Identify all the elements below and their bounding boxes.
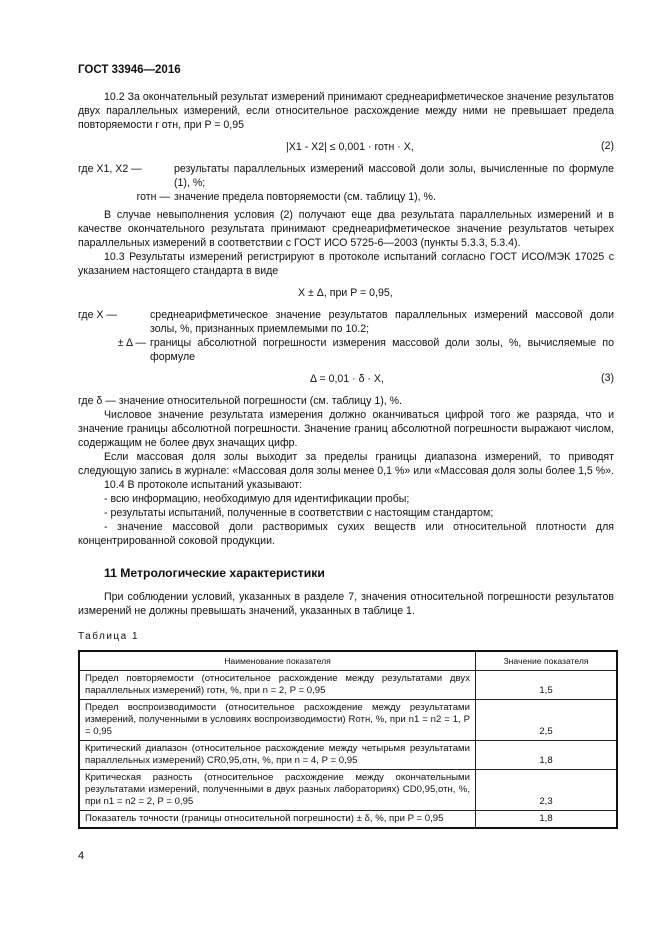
paragraph-10-3: 10.3 Результаты измерений регистрируют в протоколе испытаний согласно ГОСТ ИСО/МЭК 17025 с указанием настоящего стандарта в виде: [78, 251, 614, 277]
list-item: - результаты испытаний, полученные в соответствии с настоящим стандартом;: [104, 507, 494, 519]
indicator-value: 2,5: [476, 700, 618, 741]
definition-symbol: где X —: [78, 309, 118, 321]
document-header: ГОСТ 33946—2016: [78, 64, 181, 76]
definition-delta: где δ — значение относительной погрешности (см. таблицу 1), %.: [78, 395, 403, 407]
indicator-name: Критическая разность (относительное расхождение между окончательными результатами измерений, полученными в двух разных лабораториях) CD0,95,отн, %, при n1 = n2 = 2, P = 0,95: [79, 770, 476, 811]
table-row: [79, 770, 617, 811]
paragraph-10-2: 10.2 За окончательный результат измерений принимают среднеарифметическое значение результатов двух параллельных измерений, если относительное расхождение между ними не превышает предела повторяемости r отн, при P = 0,95: [78, 91, 614, 131]
definition-row: [78, 336, 614, 364]
formula-3: [78, 368, 614, 390]
indicator-value: 1,8: [476, 741, 618, 770]
formula-3-expression: Δ = 0,01 · δ · X,: [310, 373, 384, 385]
table-caption: Таблица 1: [78, 631, 140, 642]
definitions-2: [78, 308, 614, 364]
table-row: [79, 671, 617, 700]
indicator-name: Предел повторяемости (относительное расхождение между результатами двух параллельных измерений) rотн, %, при n = 2, P = 0,95: [79, 671, 476, 700]
section-heading-11: 11 Метрологические характеристики: [104, 566, 325, 580]
definition-symbol: где X1, X2 —: [78, 163, 142, 175]
column-header-value: Значение показателя: [476, 651, 618, 671]
indicator-value: 1,5: [476, 671, 618, 700]
paragraph-10-4: 10.4 В протоколе испытаний указывают:: [104, 479, 303, 491]
document-body: [78, 90, 614, 829]
definition-text: результаты параллельных измерений массовой доли золы, вычисленные по формуле (1), %;: [174, 163, 614, 189]
metrology-table: [78, 650, 618, 829]
indicator-name: Критический диапазон (относительное расхождение между четырьмя результатами параллельных измерений) CR0,95,отн, %, при n = 4, P = 0,95: [79, 741, 476, 770]
definition-text: границы абсолютной погрешности измерения массовой доли золы, %, вычисляемые по формуле: [150, 337, 614, 363]
indicator-name: Показатель точности (границы относительной погрешности) ± δ, %, при P = 0,95: [79, 811, 476, 829]
table-row: [79, 741, 617, 770]
formula-result-expression: X ± Δ, при P = 0,95,: [298, 287, 393, 299]
definition-row: [78, 190, 614, 204]
table-row: [79, 700, 617, 741]
formula-2-number: (2): [601, 140, 614, 152]
table-row: [79, 811, 617, 829]
paragraph-range: Если массовая доля золы выходит за пределы границы диапазона измерений, то приводят следующую запись в журнале: «Массовая доля золы менее 0,1 %» или «Массовая доля золы более 1,5 %».: [78, 451, 614, 477]
definition-symbol: ± Δ —: [117, 337, 146, 349]
page-number: 4: [78, 850, 85, 862]
definitions-1: [78, 162, 614, 204]
definition-text: среднеарифметическое значение результатов параллельных измерений массовой доли золы, %, признанных приемлемыми по 10.2;: [150, 309, 614, 335]
paragraph-condition-fail: В случае невыполнения условия (2) получают еще два результата параллельных измерений и в качестве окончательного результата принимают среднеарифметическое значение результатов четырех параллельных измерений в соответствии с ГОСТ ИСО 5725-6—2003 (пункты 5.3.3, 5.3.4).: [78, 209, 614, 249]
indicator-name: Предел воспроизводимости (относительное расхождение между результатами измерений, полученными в условиях воспроизводимости) Rотн, %, при n1 = n2 = 1, P = 0,95: [79, 700, 476, 741]
list-item: - значение массовой доли растворимых сухих веществ или относительной плотности для концентрированной соковой продукции.: [78, 521, 614, 547]
definition-symbol: rотн —: [136, 191, 170, 203]
list-item: - всю информацию, необходимую для идентификации пробы;: [104, 493, 410, 505]
definition-text: значение предела повторяемости (см. таблицу 1), %.: [174, 191, 436, 203]
indicator-value: 1,8: [476, 811, 618, 829]
definition-row: [78, 162, 614, 190]
definition-row: [78, 308, 614, 336]
paragraph-11: При соблюдении условий, указанных в разделе 7, значения относительной погрешности результатов измерений не должны превышать значений, указанных в таблице 1.: [78, 591, 614, 617]
formula-2: [78, 136, 614, 158]
column-header-name: Наименование показателя: [79, 651, 476, 671]
indicator-value: 2,3: [476, 770, 618, 811]
table-header-row: [79, 651, 617, 671]
formula-result: [78, 282, 614, 304]
formula-3-number: (3): [601, 372, 614, 384]
formula-2-expression: |X1 - X2| ≤ 0,001 · rотн · X,: [286, 141, 414, 153]
paragraph-numeric-value: Числовое значение результата измерения должно оканчиваться цифрой того же разряда, что и значение границы абсолютной погрешности. Значение границ абсолютной погрешности выражают числом, содержащим не более двух значащих цифр.: [78, 409, 614, 449]
